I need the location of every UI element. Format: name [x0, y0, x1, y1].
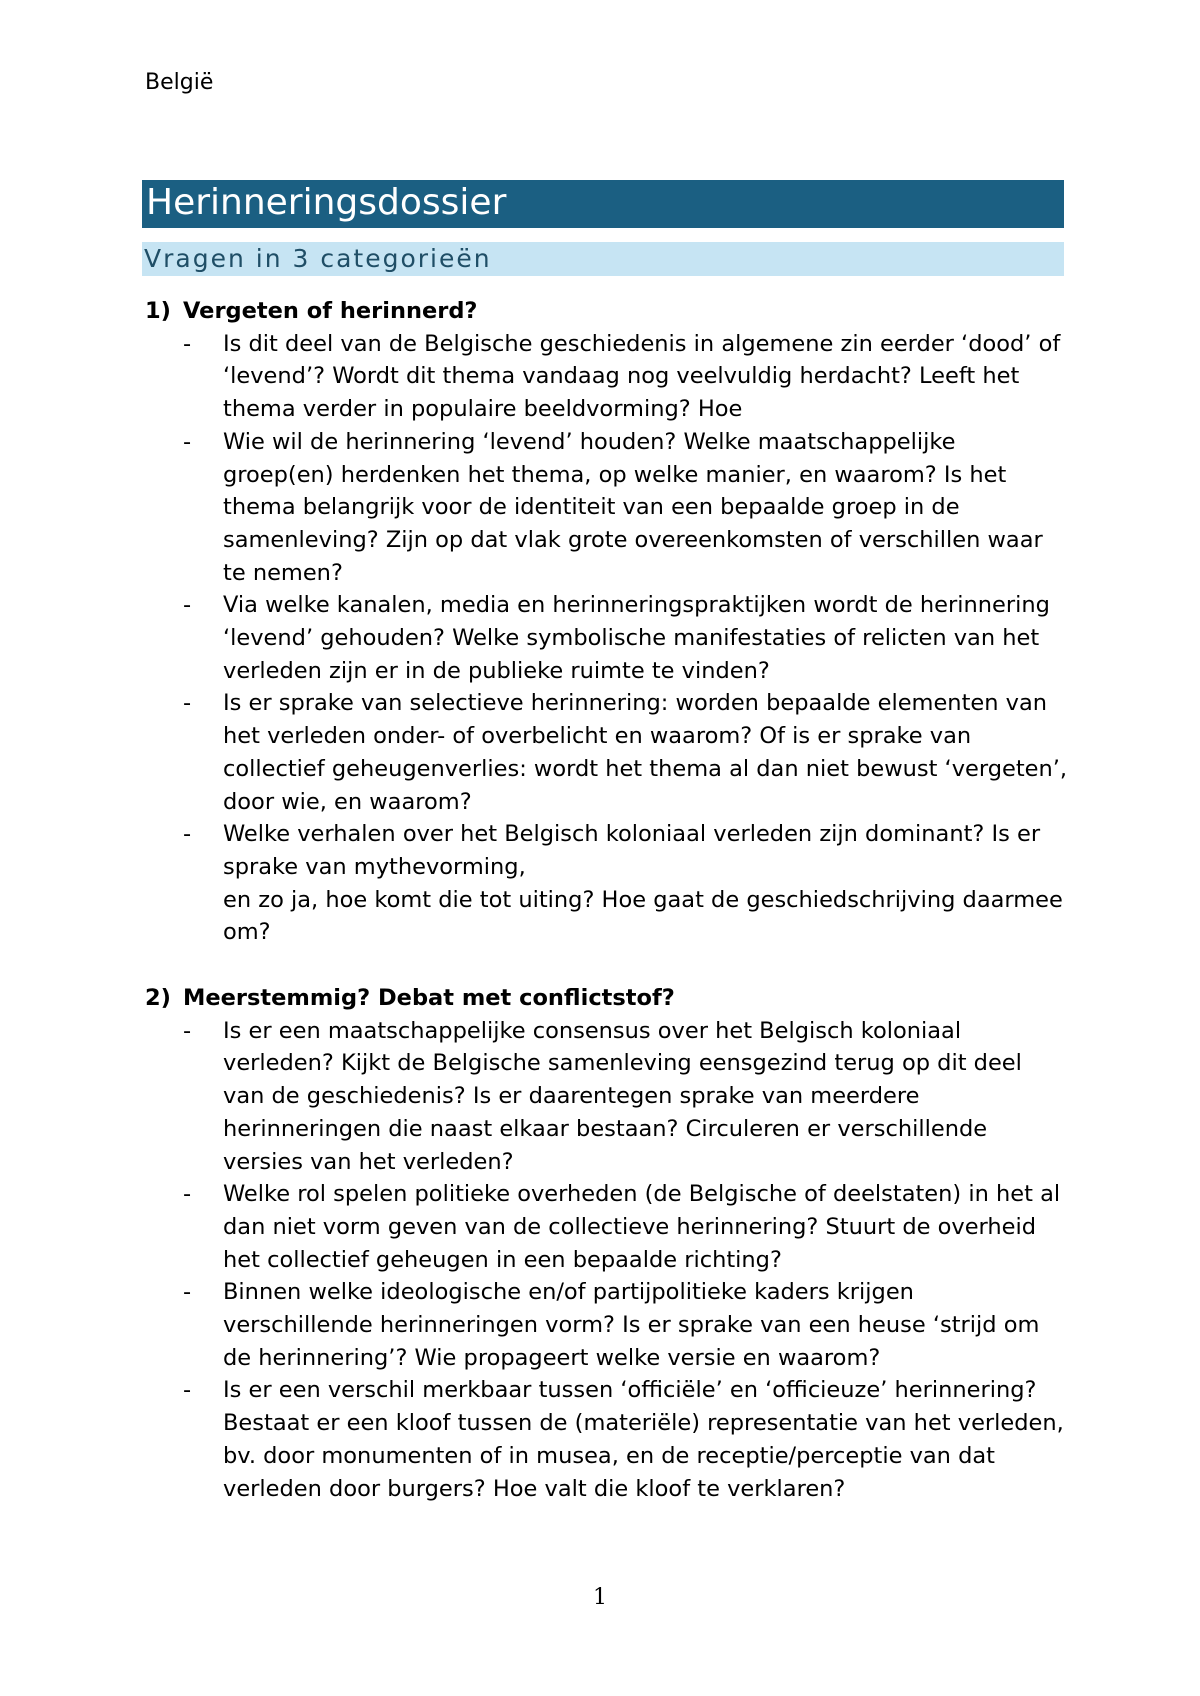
question-text: Welke verhalen over het Belgisch koloniaal verleden zijn dominant? Is er sprake van mythevorming, en zo ja, hoe komt die tot uiting? Hoe gaat de geschiedschrijving daarmee om?	[223, 821, 1063, 946]
question-text: Binnen welke ideologische en/of partijpolitieke kaders krijgen verschillende herinneringen vorm? Is er sprake van een heuse ‘strijd om de herinnering’? Wie propageert welke versie en waarom?	[223, 1279, 1040, 1371]
list-item	[145, 1276, 1070, 1374]
list-item	[145, 589, 1070, 687]
bullet-dash: -	[183, 1017, 192, 1044]
bullet-dash: -	[183, 1377, 192, 1404]
page-header: België	[145, 70, 214, 95]
list-item	[145, 328, 1070, 426]
bullet-dash: -	[183, 690, 192, 717]
section-number: 2)	[145, 985, 171, 1011]
list-item	[145, 426, 1070, 590]
question-text: Is er sprake van selectieve herinnering: worden bepaalde elementen van het verleden onder- of overbelicht en waarom? Of is er sprake van collectief geheugenverlies: wordt het thema al dan niet bewust ‘vergeten’, door wie, en waarom?	[223, 690, 1068, 815]
question-text: Via welke kanalen, media en herinneringspraktijken wordt de herinnering ‘levend’ gehouden? Welke symbolische manifestaties of relicten van het verleden zijn er in de publieke ruimte te vinden?	[223, 592, 1050, 684]
section-title: Meerstemmig? Debat met conflictstof?	[183, 985, 675, 1011]
bullet-dash: -	[183, 1279, 192, 1306]
page-number: 1	[593, 1585, 607, 1610]
bullet-dash: -	[183, 592, 192, 619]
section-heading	[145, 982, 1070, 1015]
question-text: Is er een verschil merkbaar tussen ‘officiële’ en ‘officieuze’ herinnering? Bestaat er een kloof tussen de (materiële) representatie van het verleden, bv. door monumenten of in musea, en de receptie/perceptie van dat verleden door burgers? Hoe valt die kloof te verklaren?	[223, 1377, 1064, 1502]
bullet-dash: -	[183, 821, 192, 848]
question-text: Is dit deel van de Belgische geschiedenis in algemene zin eerder ‘dood’ of ‘levend’? Wordt dit thema vandaag nog veelvuldig herdacht? Leeft het thema verder in populaire beeldvorming? Hoe	[223, 330, 1061, 423]
list-item	[145, 1374, 1070, 1505]
subtitle-banner	[142, 242, 1064, 276]
document-subtitle: Vragen in 3 categorieën	[144, 244, 492, 273]
list-item	[145, 1178, 1070, 1276]
question-text: Is er een maatschappelijke consensus over het Belgisch koloniaal verleden? Kijkt de Belgische samenleving eensgezind terug op dit deel van de geschiedenis? Is er daarentegen sprake van meerdere herinneringen die naast elkaar bestaan? Circuleren er verschillende versies van het verleden?	[223, 1017, 1022, 1175]
section-heading	[145, 295, 1070, 328]
title-banner	[142, 180, 1064, 228]
bullet-dash: -	[183, 330, 192, 357]
bullet-dash: -	[183, 428, 192, 455]
list-item	[145, 687, 1070, 818]
list-item	[145, 818, 1070, 949]
section-meerstemmig	[145, 982, 1070, 1505]
document-title: Herinneringsdossier	[146, 182, 507, 223]
section-vergeten-of-herinnerd	[145, 295, 1070, 949]
list-item	[145, 1015, 1070, 1179]
question-text: Wie wil de herinnering ‘levend’ houden? Welke maatschappelijke groep(en) herdenken het thema, op welke manier, en waarom? Is het thema belangrijk voor de identiteit van een bepaalde groep in de samenleving? Zijn op dat vlak grote overeenkomsten of verschillen waar te nemen?	[223, 428, 1043, 586]
question-list	[145, 1015, 1070, 1506]
section-title: Vergeten of herinnerd?	[183, 298, 478, 324]
question-list	[145, 328, 1070, 949]
section-number: 1)	[145, 298, 171, 324]
bullet-dash: -	[183, 1181, 192, 1208]
question-text: Welke rol spelen politieke overheden (de Belgische of deelstaten) in het al dan niet vorm geven van de collectieve herinnering? Stuurt de overheid het collectief geheugen in een bepaalde richting?	[223, 1181, 1061, 1273]
